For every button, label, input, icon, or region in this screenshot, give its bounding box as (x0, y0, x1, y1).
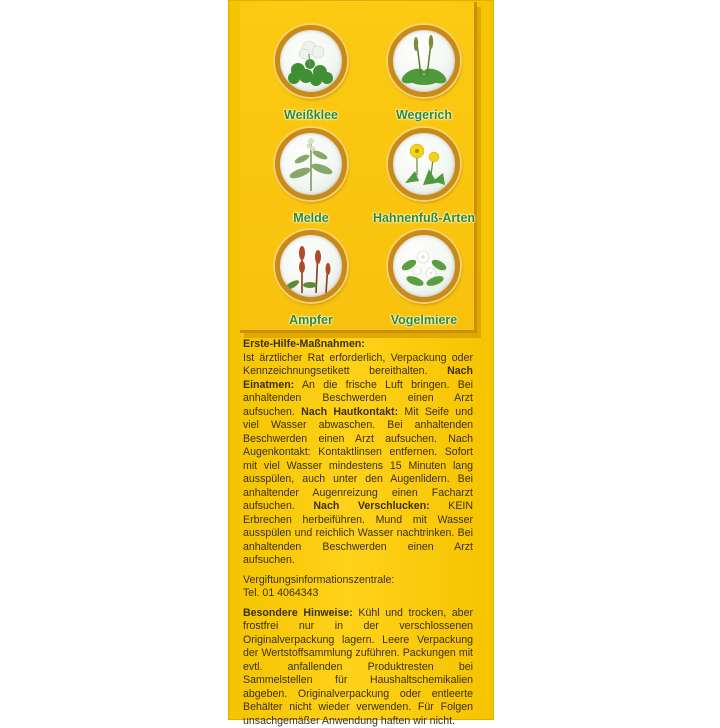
inhalation-label: Nach Einatmen: (243, 365, 473, 391)
swallow-label: Nach Verschlucken: (313, 500, 430, 512)
plant-name: Hahnenfuß-Arten (372, 211, 476, 225)
plantain-icon (388, 25, 460, 97)
eye-contact-text: Nach Augenkontakt: Kontaktlinsen entfernen. Sofort mit viel Wasser mindestens 15 Minuten lang ausspülen, auch unter den Augenlidern. Bei anhaltender Augenreizung einen Facharzt aufsuchen. (243, 432, 473, 512)
plant-name: Melde (293, 211, 329, 225)
plant-name: Ampfer (289, 313, 333, 327)
first-aid-intro: Ist ärztlicher Rat erforderlich, Verpackung oder Kennzeichnungsetikett bereithalten. (243, 351, 473, 377)
orache-icon (275, 128, 347, 200)
plant-item (253, 25, 369, 122)
plant-item (366, 128, 482, 225)
plant-name: Vogelmiere (390, 313, 458, 327)
buttercup-icon (388, 128, 460, 200)
sorrel-icon (275, 230, 347, 302)
skin-contact-text: Mit Seife und viel Wasser abwaschen. Bei anhaltenden Beschwerden einen Arzt aufsuchen. (243, 405, 473, 445)
first-aid-heading: Erste-Hilfe-Maßnahmen: (243, 338, 365, 350)
plant-item (253, 230, 369, 327)
plant-item (366, 25, 482, 122)
plant-name: Wegerich (395, 108, 453, 122)
special-notes-label: Besondere Hinweise: (243, 606, 353, 619)
white-clover-icon (275, 25, 347, 97)
skin-contact-label: Nach Hautkontakt: (301, 405, 399, 418)
special-notes-text: Kühl und trocken, aber frostfrei nur in der verschlossenen Originalverpackung lagern. Leere Verpackung der Wertstoffsammlung zuführen. Packungen mit evtl. anfallenden Produktresten bei Sammelstellen für Haushaltschemikalien abgeben. Originalverpackung oder entleerte Behälter nicht wieder verwenden. Für Folgen unsachgemäßer Anwendung haften wir nicht. (243, 606, 473, 727)
plant-name: Weißklee (284, 108, 338, 122)
inhalation-text: An die frische Luft bringen. Bei anhaltenden Beschwerden einen Arzt aufsuchen. (243, 378, 473, 418)
swallow-text: KEIN Erbrechen herbeiführen. Mund mit Wasser ausspülen und reichlich Wasser nachtrinken. Bei anhaltenden Beschwerden einen Arzt aufsuchen. (243, 500, 473, 566)
plant-item (253, 128, 369, 225)
poison-center-label: Vergiftungsinformationszentrale: (243, 573, 395, 586)
safety-instructions (243, 338, 473, 728)
plant-item (366, 230, 482, 327)
chickweed-icon (388, 230, 460, 302)
poison-center-phone: Tel. 01 4064343 (243, 587, 319, 599)
